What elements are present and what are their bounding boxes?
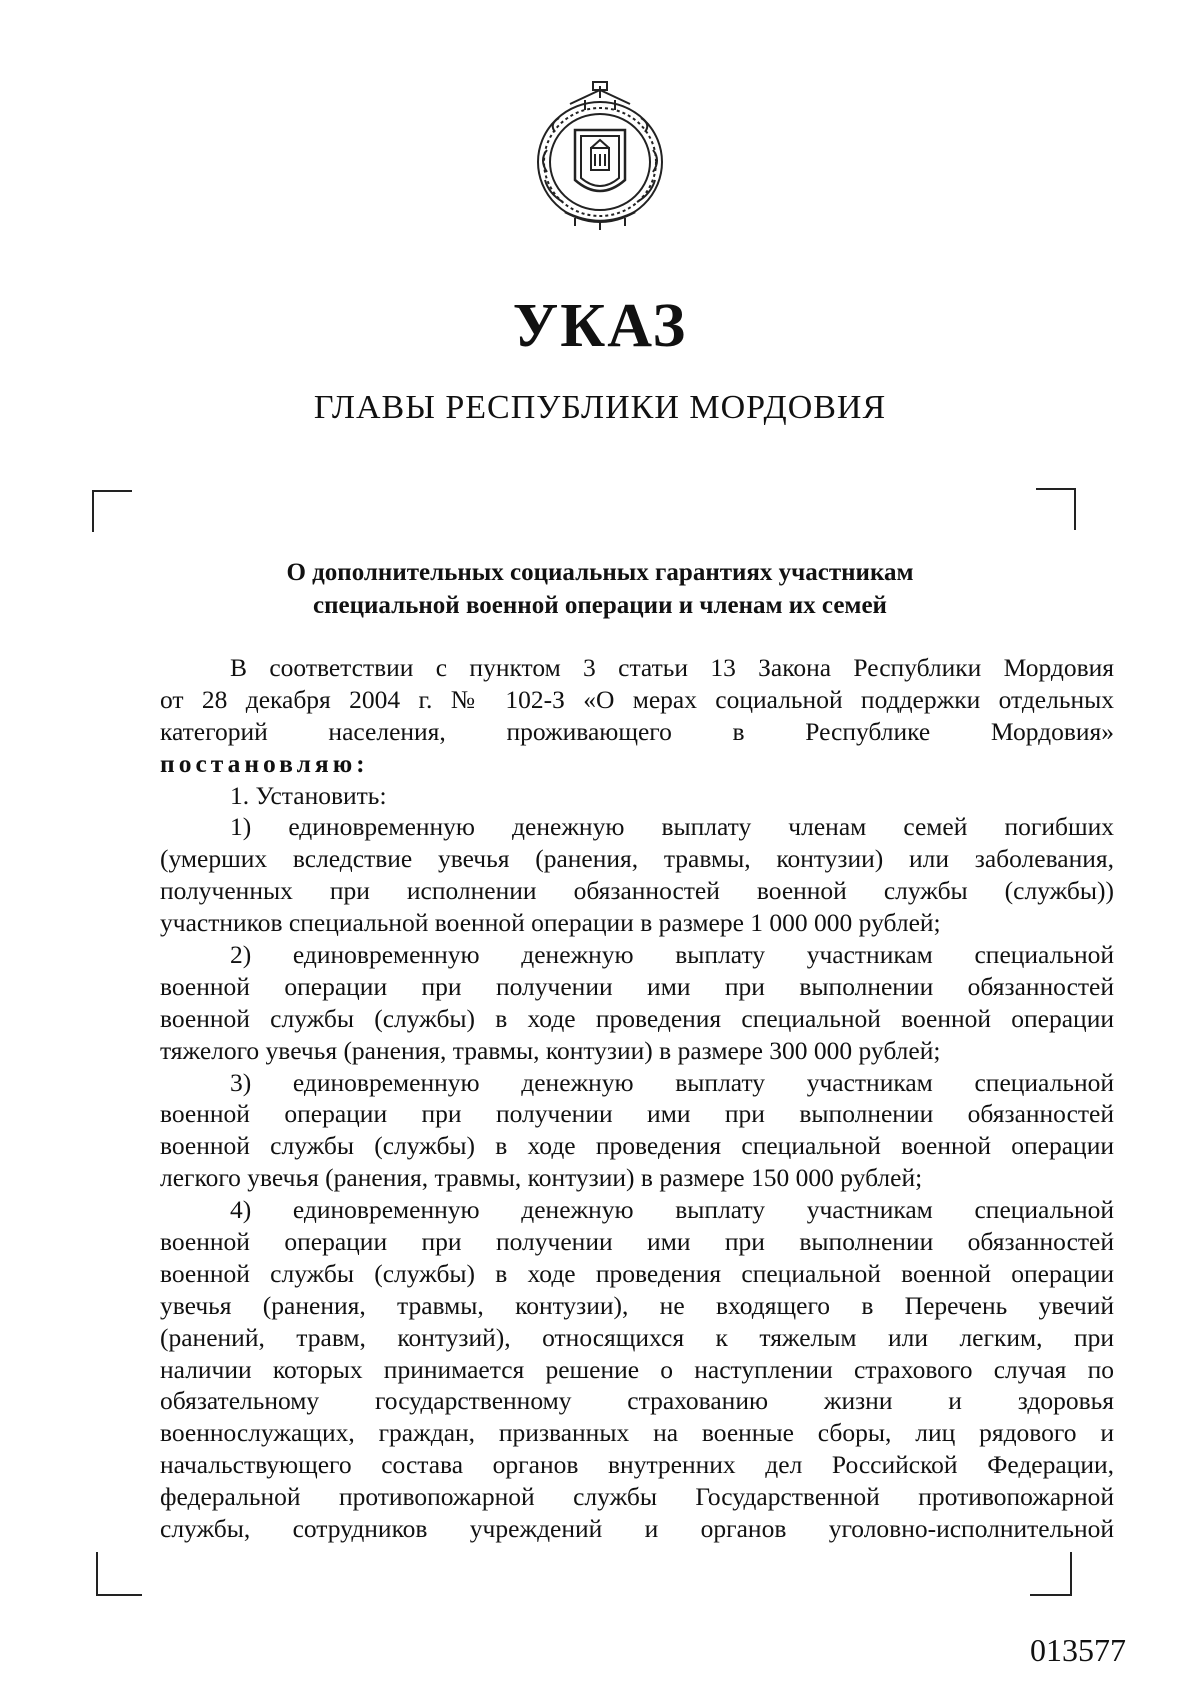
body-line: начальствующего состава органов внутренних дел Российской Федерации, <box>160 1450 1114 1480</box>
body-line: федеральной противопожарной службы Государственной противопожарной <box>160 1482 1114 1512</box>
body-line: участников специальной военной операции в размере 1 000 000 рублей; <box>160 908 941 938</box>
body-line-decree-verb: постановляю: <box>160 748 369 778</box>
corner-mark-top-left <box>92 490 132 532</box>
decree-heading <box>160 556 1040 622</box>
body-line: военной операции при получении ими при выполнении обязанностей <box>160 1227 1114 1257</box>
coat-of-arms-icon <box>515 80 685 230</box>
body-line: военной операции при получении ими при выполнении обязанностей <box>160 1099 1114 1129</box>
decree-body <box>160 652 1114 1545</box>
body-line: 3) единовременную денежную выплату участникам специальной <box>230 1067 1114 1097</box>
heading-line: О дополнительных социальных гарантиях участникам <box>286 559 914 586</box>
corner-mark-bottom-left <box>96 1552 142 1596</box>
heading-line: специальной военной операции и членам их семей <box>313 592 887 619</box>
document-serial-number: 013577 <box>1030 1632 1126 1668</box>
body-line: наличии которых принимается решение о наступлении страхового случая по <box>160 1354 1114 1384</box>
body-line: увечья (ранения, травмы, контузии), не входящего в Перечень увечий <box>160 1290 1114 1320</box>
body-line: легкого увечья (ранения, травмы, контузии) в размере 150 000 рублей; <box>160 1163 923 1193</box>
body-line: от 28 декабря 2004 г. № 102-З «О мерах социальной поддержки отдельных <box>160 684 1114 714</box>
document-title: УКАЗ <box>512 292 688 360</box>
body-line: 1. Установить: <box>230 780 387 810</box>
body-line: обязательному государственному страхованию жизни и здоровья <box>160 1386 1114 1416</box>
body-line: военной службы (службы) в ходе проведения специальной военной операции <box>160 1258 1114 1288</box>
body-line: службы, сотрудников учреждений и органов уголовно-исполнительной <box>160 1514 1114 1544</box>
body-line: тяжелого увечья (ранения, травмы, контузии) в размере 300 000 рублей; <box>160 1035 941 1065</box>
body-line: категорий населения, проживающего в Республике Мордовия» <box>160 716 1114 746</box>
corner-mark-top-right <box>1036 488 1076 530</box>
body-line: 1) единовременную денежную выплату членам семей погибших <box>230 812 1114 842</box>
corner-mark-bottom-right <box>1030 1552 1072 1596</box>
body-line: (умерших вследствие увечья (ранения, травмы, контузии) или заболевания, <box>160 844 1114 874</box>
body-line: 2) единовременную денежную выплату участникам специальной <box>230 940 1114 970</box>
body-line: военнослужащих, граждан, призванных на военные сборы, лиц рядового и <box>160 1418 1114 1448</box>
document-issuer: ГЛАВЫ РЕСПУБЛИКИ МОРДОВИЯ <box>313 389 887 426</box>
body-line: военной службы (службы) в ходе проведения специальной военной операции <box>160 1003 1114 1033</box>
body-line: военной операции при получении ими при выполнении обязанностей <box>160 971 1114 1001</box>
body-line: военной службы (службы) в ходе проведения специальной военной операции <box>160 1131 1114 1161</box>
body-line: (ранений, травм, контузий), относящихся к тяжелым или легким, при <box>160 1322 1114 1352</box>
body-line: 4) единовременную денежную выплату участникам специальной <box>230 1195 1114 1225</box>
body-line: В соответствии с пунктом 3 статьи 13 Закона Республики Мордовия <box>230 653 1114 682</box>
body-line: полученных при исполнении обязанностей военной службы (службы)) <box>160 876 1114 906</box>
